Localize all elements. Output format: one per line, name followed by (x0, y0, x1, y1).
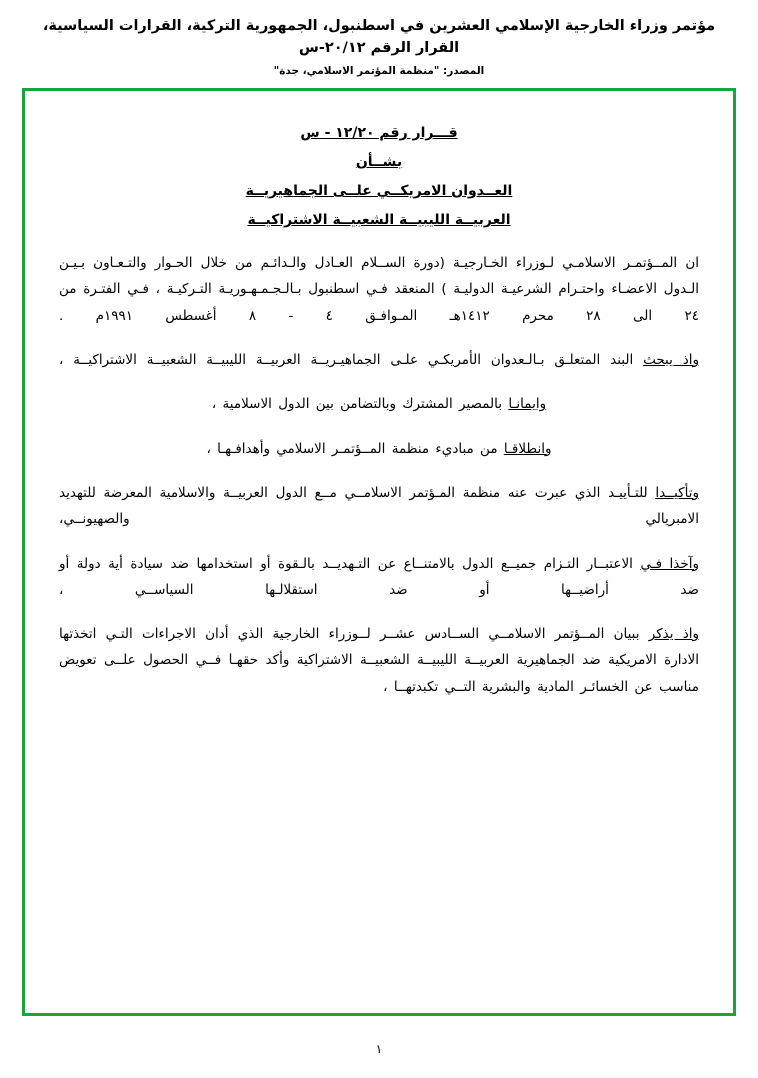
paragraph-lead: واذ يبحث (643, 351, 699, 368)
paragraph (59, 391, 699, 417)
header-title: مؤتمر وزراء الخارجية الإسلامي العشرين في اسطنبول، الجمهورية التركية، القرارات السياسية، القرار الرقم ٢٠/١٢-س (42, 18, 716, 56)
page-number: ١ (375, 1042, 383, 1056)
document-frame (22, 88, 736, 1016)
resolution-subject-line-2: العربيــة الليبيــة الشعبيــة الاشتراكيــة (247, 212, 511, 228)
resolution-subject-line-1: العــدوان الامريكــي علــى الجماهيريــة (245, 183, 513, 199)
paragraph-lead: وآخذا فـي (640, 555, 700, 572)
page-header (0, 0, 758, 77)
paragraph-text: بالمصير المشترك وبالتضامن بين الدول الاسلامية ، (211, 396, 509, 413)
paragraph-lead: وايمانـا (508, 396, 547, 413)
paragraph-text: من مباديء منظمة المــؤتمـر الاسلامي وأهدافـهـا ، (206, 440, 504, 457)
paragraph (59, 436, 699, 462)
paragraph (59, 480, 699, 533)
resolution-number: قـــرار رقم ١٢/٢٠ - س (300, 125, 458, 141)
paragraph-text: للتـأييـد الذي عبرت عنه منظمة المـؤتمر الاسلامــي مــع الدول العربيــة والاسلامية المعرضة للتهديد الامبريالي والصهيونــي، (59, 484, 699, 528)
paragraph (59, 347, 699, 373)
paragraph-lead: واذ يذكر (648, 626, 699, 643)
header-source: المصدر: "منظمة المؤتمر الاسلامي، جدة" (273, 64, 485, 77)
paragraph (59, 250, 699, 329)
paragraph-lead: وانطلاقـا (503, 440, 552, 457)
paragraph-text: البند المتعلـق بـالـعدوان الأمريكـي علـى الجماهيـريــة العربيــة الليبيــة الشعبيــة الاشتراكيــة ، (59, 351, 644, 368)
paragraph-text: ان المــؤتمـر الاسلامـي لـوزراء الخـارجيـة (دورة الســلام العـادل والـدائـم من خلال الحـوار والتـعـاون بـيـن الـدول الاعضـاء واحتـرام الشرعيـة الدوليـة ) المنعقد فـي اسطنبول بـالـجـمـهـوريـة التـركيـة ، فـي الفتـرة من ٢٤ الى ٢٨ محرم ١٤١٢هـ المـوافـق ٤ - ٨ أغسطس ١٩٩١م . (59, 255, 699, 324)
resolution-body (59, 250, 699, 700)
paragraph-lead: وتأكيــدا (655, 484, 699, 501)
resolution-title-block (59, 125, 699, 228)
paragraph (59, 621, 699, 700)
paragraph (59, 551, 699, 604)
resolution-subject-label: بشــأن (355, 154, 403, 170)
paragraph-text: ببيان المــؤتمر الاسلامــي الســادس عشــر لــوزراء الخارجية الذي أدان الاجراءات التـي اتخذتها الادارة الامريكية ضد الجماهيرية العربيــة الليبيــة الشعبيــة الاشتراكية وأكد حقهـا فــي الحصول علــى تعويض مناسب عن الخسائـر المادية والبشرية التــي تكبدتهــا ، (59, 626, 699, 695)
paragraph-text: الاعتبــار التـزام جميــع الدول بالامتنــاع عن التـهديــد بالـقوة أو استخدامها ضد سيادة أية دولة أو ضد أراضيــها أو ضد استقلالـها السياســي ، (59, 555, 699, 598)
